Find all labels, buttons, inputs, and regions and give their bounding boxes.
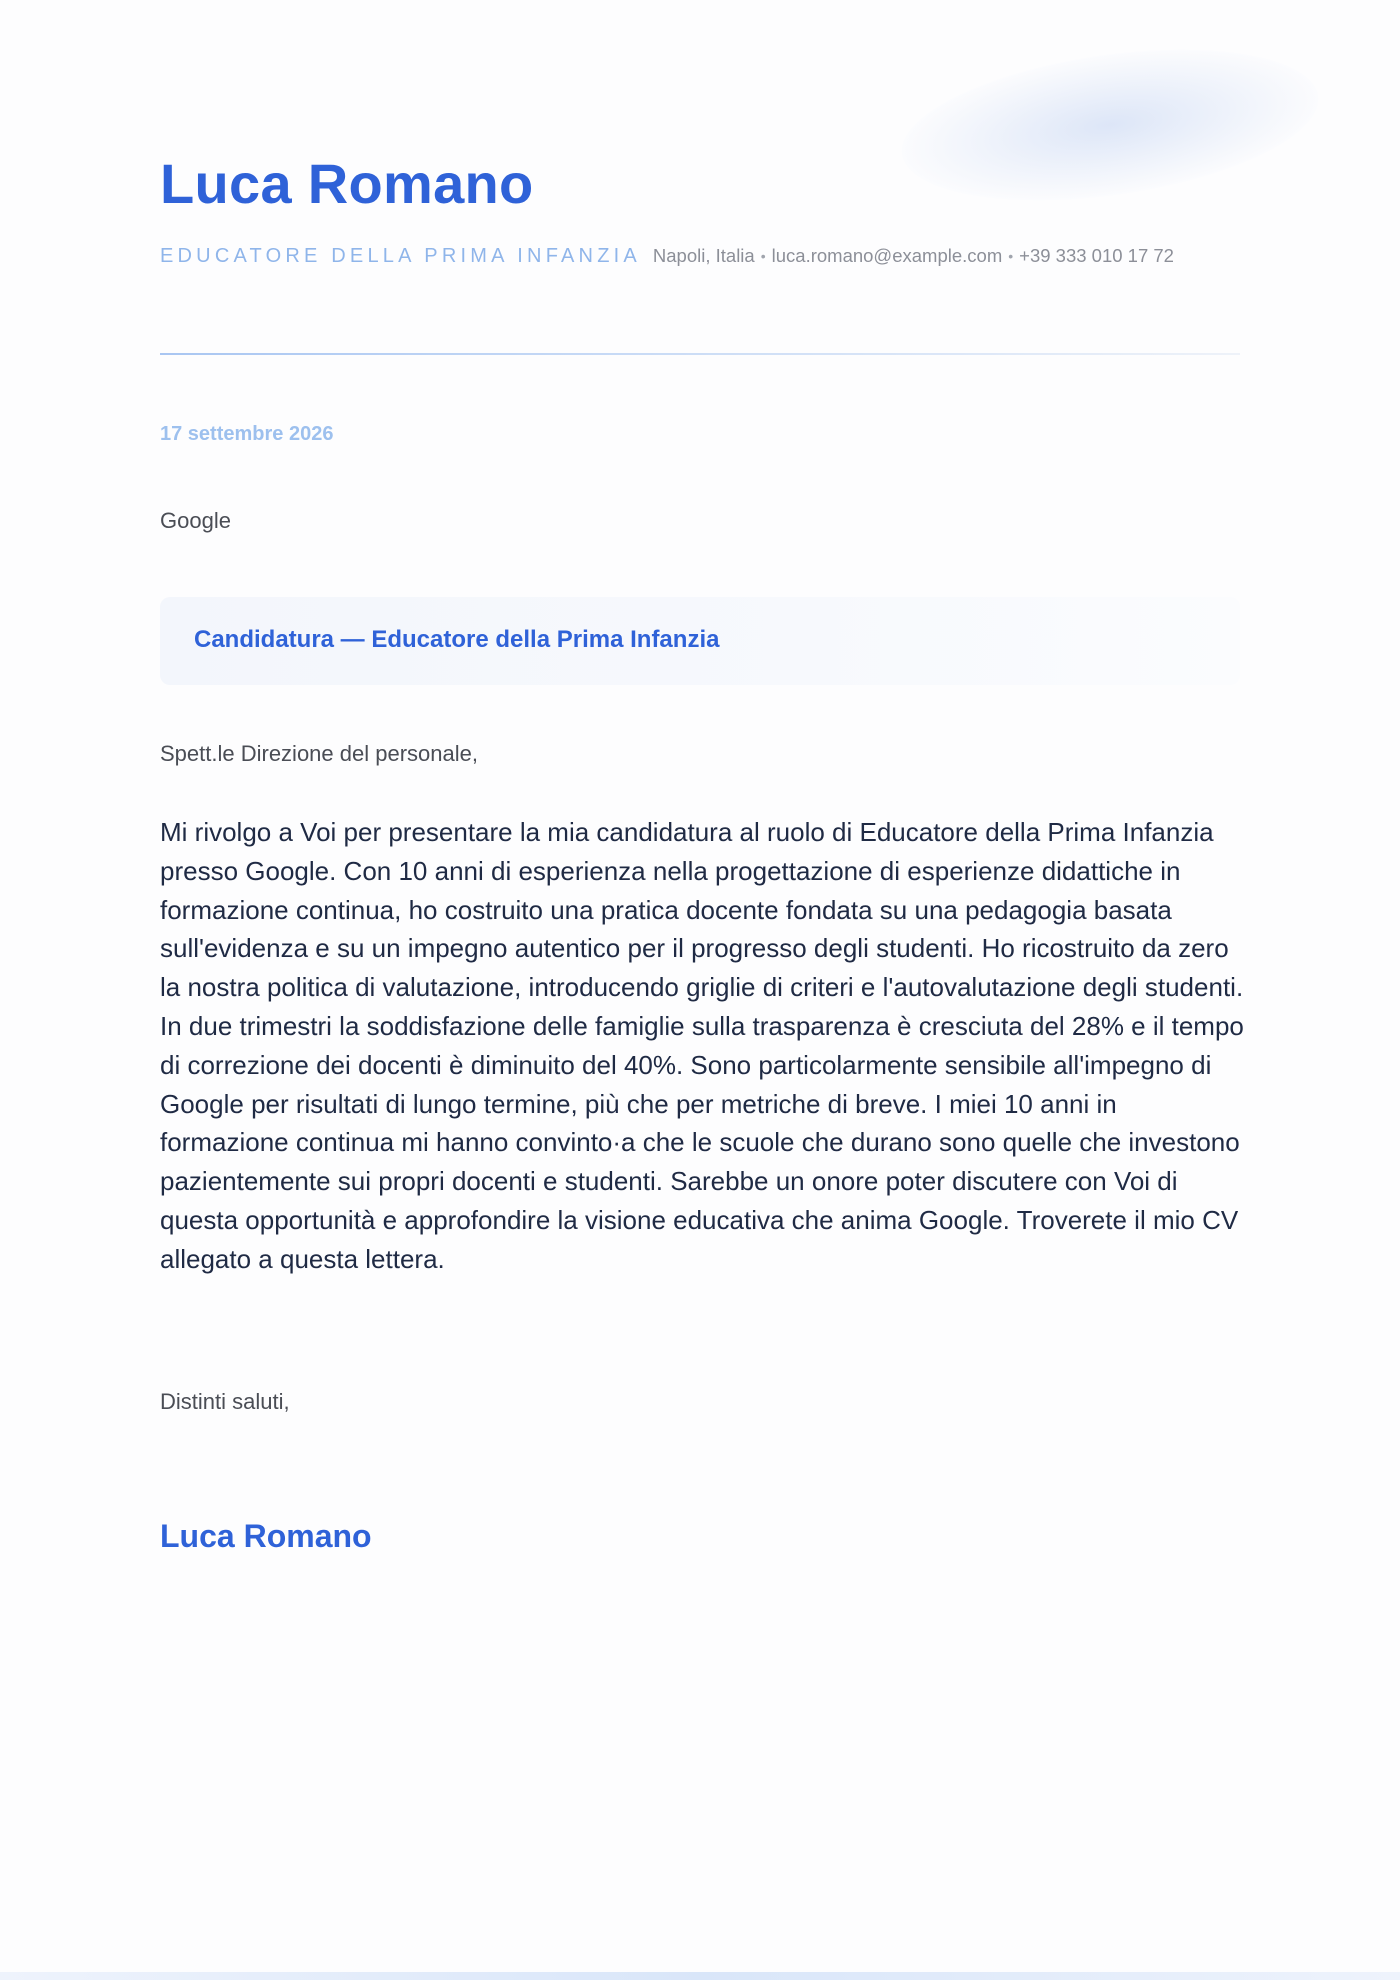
subject-box (160, 597, 1240, 685)
header-divider (160, 353, 1240, 355)
letter-date: 17 settembre 2026 (160, 423, 334, 445)
footer-strip (0, 1972, 1400, 1980)
bullet-separator: • (1008, 248, 1014, 264)
letter-closing: Distinti saluti, (160, 1389, 290, 1414)
letter-subject: Candidatura — Educatore della Prima Infanzia (194, 626, 720, 653)
applicant-name: Luca Romano (160, 152, 534, 215)
contact-location: Napoli, Italia (652, 245, 755, 266)
recipient-company: Google (160, 508, 231, 533)
contact-info (653, 245, 1174, 267)
bullet-separator: • (760, 248, 766, 264)
contact-email: luca.romano@example.com (771, 245, 1003, 266)
header-info-line (160, 242, 1240, 270)
letter-salutation: Spett.le Direzione del personale, (160, 741, 478, 766)
letter-body: Mi rivolgo a Voi per presentare la mia candidatura al ruolo di Educatore della Prima Infanzia presso Google. Con 10 anni di esperienza nella progettazione di esperienze didattiche in formazione continua, ho costruito una pratica docente fondata su una pedagogia basata sull'evidenza e su un impegno autentico per il progresso degli studenti. Ho ricostruito da zero la nostra politica di valutazione, introducendo griglie di criteri e l'autovalutazione degli studenti. In due trimestri la soddisfazione delle famiglie sulla trasparenza è cresciuta del 28% e il tempo di correzione dei docenti è diminuito del 40%. Sono particolarmente sensibile all'impegno di Google per risultati di lungo termine, più che per metriche di breve. I miei 10 anni in formazione continua mi hanno convinto·a che le scuole che durano sono quelle che investono pazientemente sui propri docenti e studenti. Sarebbe un onore poter discutere con Voi di questa opportunità e approfondire la visione educativa che anima Google. Troverete il mio CV allegato a questa lettera. (160, 817, 1244, 1274)
decorative-glow (892, 26, 1327, 223)
contact-phone: +39 333 010 17 72 (1019, 245, 1174, 266)
applicant-role: EDUCATORE DELLA PRIMA INFANZIA (160, 244, 641, 267)
signature-name: Luca Romano (160, 1518, 372, 1554)
